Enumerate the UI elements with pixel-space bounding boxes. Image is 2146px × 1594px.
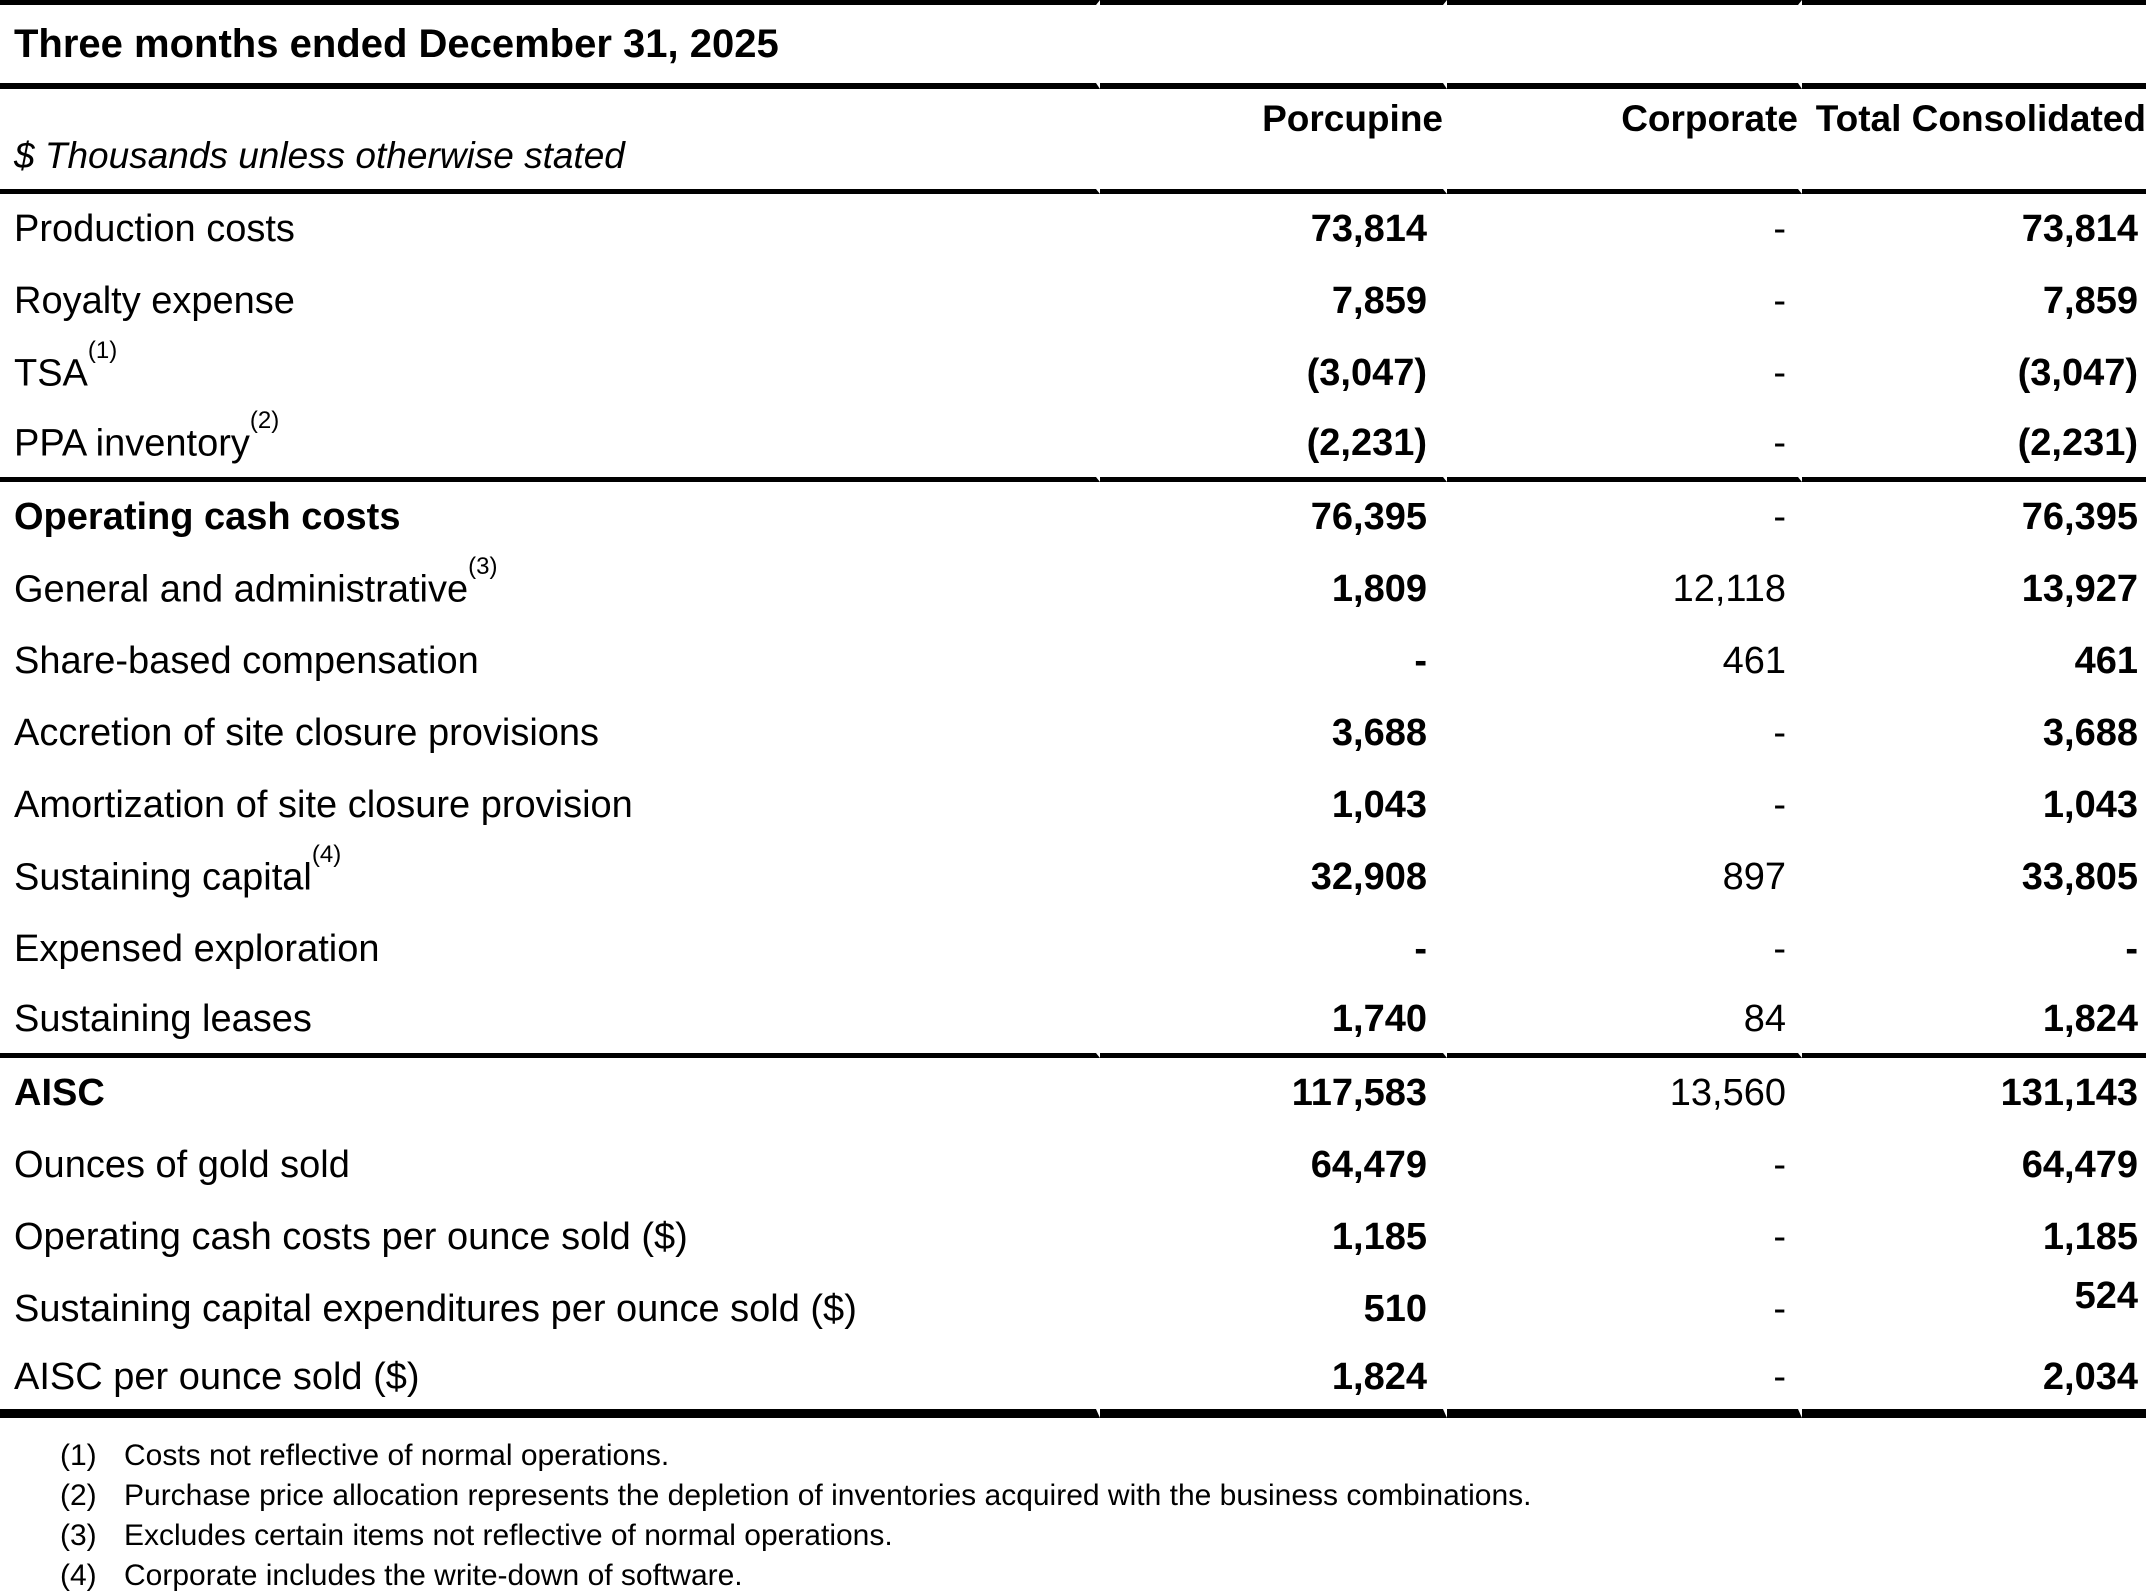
corporate-value: -	[1447, 194, 1802, 266]
footnote	[60, 1556, 2146, 1594]
porcupine-value: 1,185	[1100, 1202, 1447, 1274]
row-label: Share-based compensation	[0, 626, 1100, 698]
total-consolidated-value: 7,859	[2042, 280, 2138, 323]
table-row	[0, 410, 2146, 482]
table-row	[0, 698, 2146, 770]
corporate-value: -	[1447, 1346, 1802, 1418]
porcupine-value: -	[1100, 914, 1447, 986]
total-consolidated-value: 131,143	[2000, 1072, 2138, 1115]
footnote-number: (3)	[60, 1519, 97, 1552]
corporate-value: -	[1447, 1274, 1802, 1346]
table-row	[0, 554, 2146, 626]
porcupine-value: 117,583	[1100, 1058, 1447, 1130]
porcupine-value: -	[1100, 626, 1447, 698]
porcupine-value: 3,688	[1100, 698, 1447, 770]
porcupine-value: 64,479	[1100, 1130, 1447, 1202]
total-consolidated-value: 73,814	[2021, 208, 2138, 251]
corporate-value: -	[1447, 698, 1802, 770]
row-label: Operating cash costs	[0, 482, 1100, 554]
row-label: Royalty expense	[0, 266, 1100, 338]
table-row	[0, 1130, 2146, 1202]
column-header-porcupine: Porcupine	[1100, 89, 1447, 194]
row-label: Accretion of site closure provisions	[0, 698, 1100, 770]
footnote-number: (2)	[60, 1479, 97, 1512]
table-row	[0, 338, 2146, 410]
total-consolidated-value: 1,185	[2042, 1216, 2138, 1259]
table-row	[0, 986, 2146, 1058]
footnote	[60, 1516, 2146, 1556]
corporate-value: -	[1447, 338, 1802, 410]
table-row	[0, 626, 2146, 698]
column-header-total-consolidated: Total Consolidated	[1802, 89, 2146, 194]
title-row-spacer	[1100, 0, 1447, 89]
porcupine-value: 32,908	[1100, 842, 1447, 914]
total-consolidated-value: 76,395	[2021, 496, 2138, 539]
table-title-row	[0, 0, 2146, 89]
table-row	[0, 914, 2146, 986]
row-label: Sustaining leases	[0, 986, 1100, 1058]
corporate-value: -	[1447, 266, 1802, 338]
footnote-reference: (1)	[87, 337, 118, 365]
total-consolidated-value: (2,231)	[1802, 410, 2146, 482]
footnote-number: (4)	[60, 1559, 97, 1592]
porcupine-value: (2,231)	[1100, 410, 1447, 482]
table-row	[0, 1202, 2146, 1274]
corporate-value: 12,118	[1447, 554, 1802, 626]
title-row-spacer	[1802, 0, 2146, 89]
column-header-row	[0, 89, 2146, 194]
total-consolidated-value: -	[2125, 928, 2138, 971]
footnote-text: Excludes certain items not reflective of normal operations.	[124, 1519, 893, 1552]
table-row	[0, 194, 2146, 266]
porcupine-value: 1,043	[1100, 770, 1447, 842]
corporate-value: 897	[1447, 842, 1802, 914]
porcupine-value: 73,814	[1100, 194, 1447, 266]
porcupine-value: 510	[1100, 1274, 1447, 1346]
row-label: Sustaining capital expenditures per ounce sold ($)	[0, 1274, 1100, 1346]
corporate-value: 84	[1447, 986, 1802, 1058]
row-label: PPA inventory$^{(2)}$	[0, 410, 1100, 482]
footnotes	[0, 1436, 2146, 1594]
total-consolidated-value: 13,927	[2021, 568, 2138, 611]
row-label: Operating cash costs per ounce sold ($)	[0, 1202, 1100, 1274]
corporate-value: 13,560	[1447, 1058, 1802, 1130]
table-row	[0, 1274, 2146, 1346]
total-consolidated-value: 2,034	[1802, 1346, 2146, 1418]
porcupine-value: (3,047)	[1100, 338, 1447, 410]
total-consolidated-value: 33,805	[2021, 856, 2138, 899]
table-title: Three months ended December 31, 2025	[0, 0, 1100, 89]
corporate-value: -	[1447, 410, 1802, 482]
footnote-reference: (2)	[249, 406, 280, 434]
porcupine-value: 76,395	[1100, 482, 1447, 554]
row-label: AISC per ounce sold ($)	[0, 1346, 1100, 1418]
footnote-reference: (4)	[311, 841, 342, 869]
porcupine-value: 1,824	[1100, 1346, 1447, 1418]
corporate-value: 461	[1447, 626, 1802, 698]
table-row	[0, 842, 2146, 914]
row-label: Amortization of site closure provision	[0, 770, 1100, 842]
corporate-value: -	[1447, 1202, 1802, 1274]
row-label: Sustaining capital$^{(4)}$	[0, 842, 1100, 914]
table-row	[0, 482, 2146, 554]
row-label: Ounces of gold sold	[0, 1130, 1100, 1202]
footnote-number: (1)	[60, 1439, 97, 1472]
footnote	[60, 1436, 2146, 1476]
table-row	[0, 266, 2146, 338]
row-label: Production costs	[0, 194, 1100, 266]
corporate-value: -	[1447, 1130, 1802, 1202]
footnote-reference: (3)	[468, 553, 498, 581]
total-consolidated-value: 64,479	[2021, 1144, 2138, 1187]
table-row	[0, 1058, 2146, 1130]
units-note: $ Thousands unless otherwise stated	[0, 89, 1100, 194]
table-row	[0, 770, 2146, 842]
porcupine-value: 1,740	[1100, 986, 1447, 1058]
row-label: Expensed exploration	[0, 914, 1100, 986]
total-consolidated-value: (3,047)	[2017, 352, 2138, 395]
column-header-corporate: Corporate	[1447, 89, 1802, 194]
corporate-value: -	[1447, 914, 1802, 986]
row-label: General and administrative$^{(3)}$	[0, 554, 1100, 626]
total-consolidated-value: 461	[2074, 640, 2138, 683]
total-consolidated-value: 3,688	[2042, 712, 2138, 755]
footnote-text: Purchase price allocation represents the depletion of inventories acquired with the business combinations.	[124, 1479, 1532, 1512]
title-row-spacer	[1447, 0, 1802, 89]
footnote	[60, 1476, 2146, 1516]
raised-value: 524	[2074, 1275, 2138, 1318]
row-label: AISC	[0, 1058, 1100, 1130]
row-label: TSA$^{(1)}$	[0, 338, 1100, 410]
corporate-value: -	[1447, 482, 1802, 554]
porcupine-value: 7,859	[1100, 266, 1447, 338]
total-consolidated-value	[1802, 1274, 2146, 1346]
porcupine-value: 1,809	[1100, 554, 1447, 626]
table-row	[0, 1346, 2146, 1418]
corporate-value: -	[1447, 770, 1802, 842]
total-consolidated-value: 1,824	[1802, 986, 2146, 1058]
footnote-text: Costs not reflective of normal operations.	[124, 1439, 670, 1472]
footnote-text: Corporate includes the write-down of software.	[124, 1559, 743, 1592]
total-consolidated-value: 1,043	[2042, 784, 2138, 827]
